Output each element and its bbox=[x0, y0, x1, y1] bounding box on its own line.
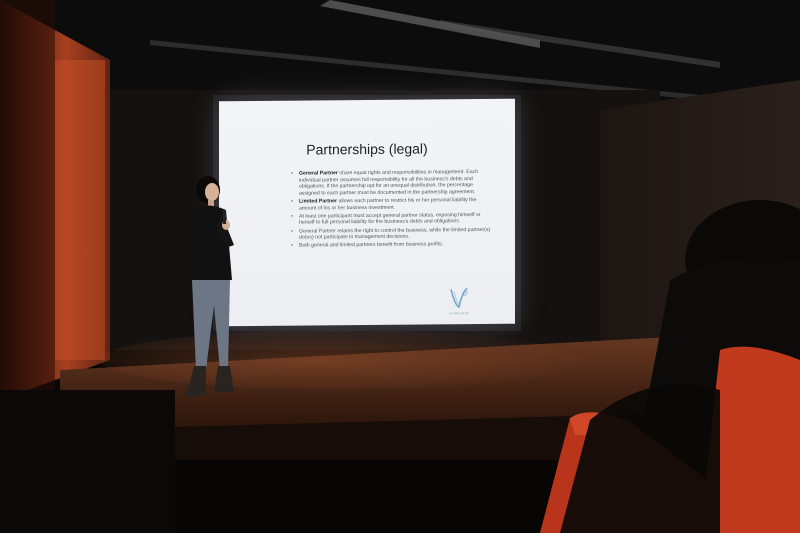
bullet-text: share equal rights and responsibilities in management. Each individual partner assumes full responsibility for all the business's debts and obligations. If the partnership opt for an unequal distribution, the percentage assigned to each partner must be documented in the partnership agreement. bbox=[299, 169, 479, 197]
microphone-icon bbox=[223, 210, 226, 224]
bullet-text: At least one participant must accept general partner status, exposing himself or herself to full personal liability for the business's debts and obligations. bbox=[299, 211, 481, 226]
bullet-term: Limited Partner bbox=[299, 198, 338, 205]
logo-caption: Ira Wei Hui Ho bbox=[449, 311, 469, 316]
slide-title: Partnerships (legal) bbox=[306, 140, 428, 158]
audience-silhouette bbox=[420, 190, 800, 533]
bullet-text: Both general and limited partners benefit from business profits. bbox=[299, 241, 444, 249]
left-wall-glow bbox=[55, 60, 105, 360]
bullet-term: General Partner bbox=[299, 170, 338, 177]
front-row-silhouette bbox=[0, 390, 175, 533]
bullet-text: allows each partner to restrict his or her personal liability the amount of his or her business investment. bbox=[299, 197, 477, 212]
bullet-text: General Partner retains the right to control the business, while the limited partner(s) do(es) not participate in management decisions. bbox=[299, 226, 491, 241]
speaker-figure bbox=[168, 170, 238, 405]
